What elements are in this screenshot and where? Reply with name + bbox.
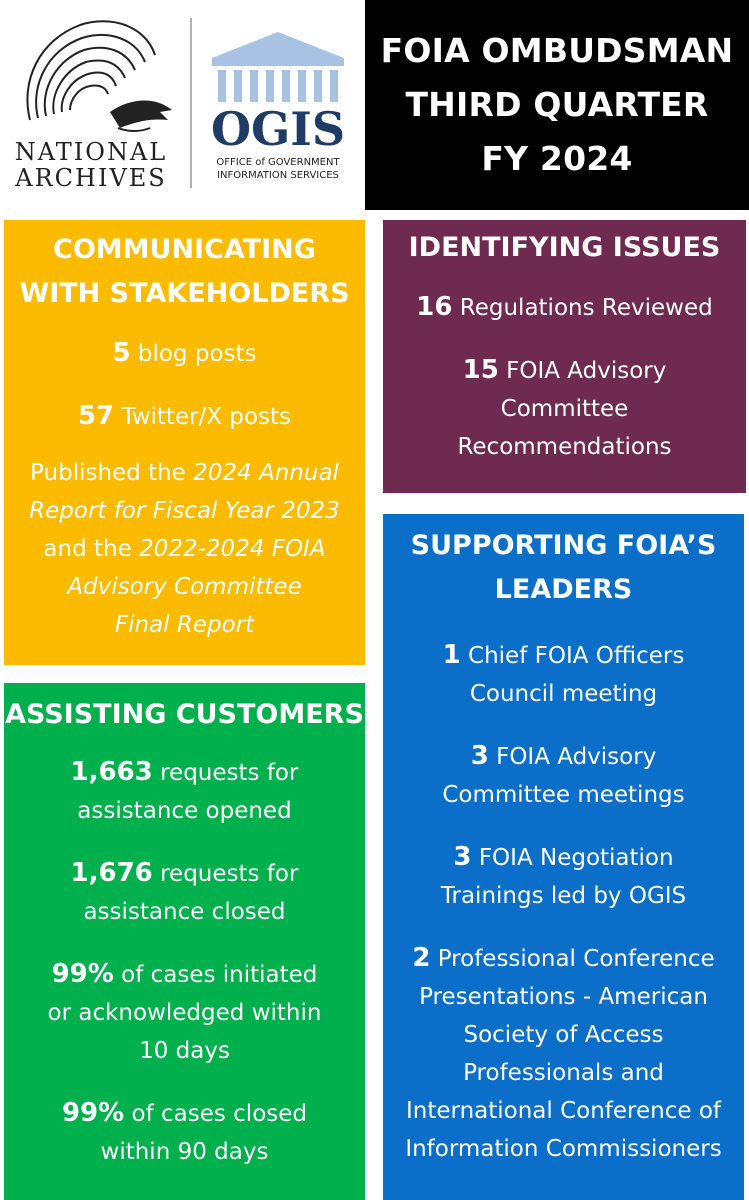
conf-l5: International Conference of [405,1098,721,1124]
regulations-stat [383,288,746,327]
council-count: 1 [442,640,461,670]
recommendations-stat [383,351,746,466]
closed-stat [4,854,365,931]
title-line3: FY 2024 [481,139,633,178]
twitter-count: 57 [77,401,115,431]
published-l2: Report for Fiscal Year 2023 [29,498,340,524]
published-l4: Advisory Committee [67,574,302,600]
closed90-l1: of cases closed [124,1101,308,1127]
closed90-l2: within 90 days [100,1139,269,1165]
init-l3: 10 days [139,1038,230,1064]
conf-l1: Professional Conference [430,946,715,972]
logos-graphic [0,0,365,210]
closed90-stat [4,1094,365,1171]
initiated-stat [4,955,365,1070]
title-box [365,0,749,210]
conf-count: 2 [412,943,431,973]
committee-stat [383,737,744,814]
published-l1-b: 2024 Annual [193,460,339,486]
supporting-heading-1: SUPPORTING FOIA’S [410,530,717,561]
closed-l2: assistance closed [83,899,286,925]
blog-label: blog posts [130,341,257,367]
committee-l2: Committee meetings [442,782,685,808]
council-l2: Council meeting [469,681,658,707]
twitter-posts-stat [4,397,365,436]
supporting-panel [383,514,744,1200]
rec-label-l3: Recommendations [457,434,672,460]
blog-count: 5 [112,338,131,368]
published-l3-a: and the [43,536,140,562]
council-stat [383,636,744,713]
ogis-sub2: INFORMATION SERVICES [217,170,339,181]
opened-l2: assistance opened [77,798,292,824]
conf-l2: Presentations - American [419,984,708,1010]
init-l2: or acknowledged within [47,1000,322,1026]
communicating-panel [4,220,365,665]
rec-label-l2: Committee [500,396,629,422]
opened-count: 1,663 [70,757,153,787]
published-l5: Final Report [114,612,255,638]
conference-stat [383,939,744,1168]
reg-label: Regulations Reviewed [452,295,713,321]
assisting-panel [4,683,365,1200]
nara-line2: ARCHIVES [15,164,167,192]
blog-posts-stat [4,334,365,373]
communicating-heading-2: WITH STAKEHOLDERS [19,278,350,309]
trainings-stat [383,838,744,915]
closed-count: 1,676 [70,858,153,888]
published-l1-a: Published the [30,460,194,486]
init-l1: of cases initiated [113,962,318,988]
identifying-panel [383,220,746,493]
nara-line1: NATIONAL [14,138,168,166]
communicating-heading-1: COMMUNICATING [53,234,316,265]
title-line1: FOIA OMBUDSMAN [380,31,734,70]
ogis-sub1: OFFICE of GOVERNMENT [216,157,340,168]
closed-l1: requests for [152,861,299,887]
trainings-l1: FOIA Negotiation [471,845,674,871]
init-pct: 99% [51,959,114,989]
trainings-count: 3 [453,842,472,872]
published-statement [4,454,365,644]
rec-count: 15 [462,355,499,385]
reg-count: 16 [416,292,453,322]
conf-l6: Information Commissioners [405,1136,722,1162]
assisting-heading: ASSISTING CUSTOMERS [5,699,364,730]
rec-label-l1: FOIA Advisory [498,358,667,384]
twitter-label: Twitter/X posts [114,404,292,430]
committee-l1: FOIA Advisory [488,744,657,770]
council-l1: Chief FOIA Officers [460,643,685,669]
opened-stat [4,753,365,830]
closed90-pct: 99% [61,1098,125,1128]
opened-l1: requests for [152,760,299,786]
ogis-mark: OGIS [210,102,346,156]
committee-count: 3 [470,741,489,771]
title-line2: THIRD QUARTER [405,85,709,124]
logo-area [0,0,365,210]
supporting-heading-2: LEADERS [494,574,633,605]
eagle-icon [27,21,172,131]
identifying-heading: IDENTIFYING ISSUES [408,232,721,263]
conf-l3: Society of Access [463,1022,664,1048]
building-icon [212,32,344,102]
conf-l4: Professionals and [463,1060,664,1086]
published-l3-b: 2022-2024 FOIA [139,536,326,562]
trainings-l2: Trainings led by OGIS [440,883,687,909]
